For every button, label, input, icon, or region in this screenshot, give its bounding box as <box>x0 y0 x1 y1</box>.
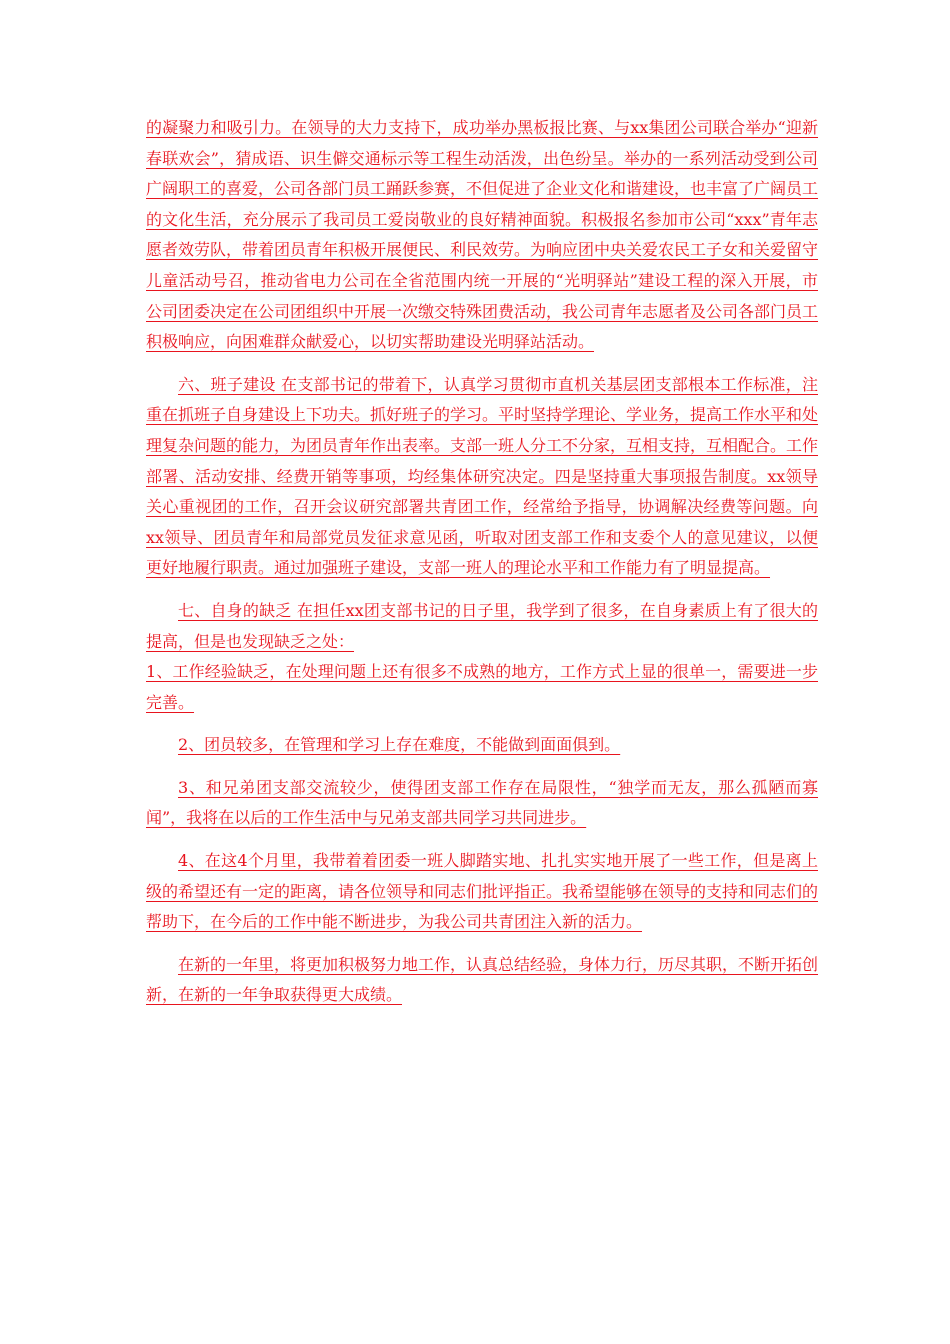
paragraph-text: 七、自身的缺乏 在担任xx团支部书记的日子里，我学到了很多，在自身素质上有了很大的提高，但是也发现缺乏之处： <box>146 600 818 651</box>
paragraph-text: 2、团员较多，在管理和学习上存在难度，不能做到面面俱到。 <box>178 735 621 755</box>
paragraph-text: 六、班子建设 在支部书记的带着下，认真学习贯彻市直机关基层团支部根本工作标准，注重在抓班子自身建设上下功夫。抓好班子的学习。平时坚持学理论、学业务，提高工作水平和处理复杂问题的能力，为团员青年作出表率。支部一班人分工不分家，互相支持，互相配合。工作部署、活动安排、经费开销等事项，均经集体研究决定。四是坚持重大事项报告制度。xx领导关心重视团的工作，召开会议研究部署共青团工作，经常给予指导，协调解决经费等问题。向xx领导、团员青年和局部党员发征求意见函，听取对团支部工作和支委个人的意见建议，以便更好地履行职责。通过加强班子建设，支部一班人的理论水平和工作能力有了明显提高。 <box>146 374 819 578</box>
paragraph-text: 1、工作经验缺乏，在处理问题上还有很多不成熟的地方，工作方式上显的很单一，需要进一步完善。 <box>146 662 818 712</box>
paragraph-item-3 <box>146 773 818 834</box>
paragraph-text: 4、在这4个月里，我带着着团委一班人脚踏实地、扎扎实实地开展了一些工作，但是离上级的希望还有一定的距离，请各位领导和同志们批评指正。我希望能够在领导的支持和同志们的帮助下，在今后的工作中能不断进步，为我公司共青团注入新的活力。 <box>146 851 819 932</box>
paragraph-item-1 <box>146 657 818 718</box>
paragraph-conclusion <box>146 950 818 1011</box>
paragraph-activities <box>146 113 818 358</box>
paragraph-item-2 <box>146 730 818 761</box>
paragraph-text: 的凝聚力和吸引力。在领导的大力支持下，成功举办黑板报比赛、与xx集团公司联合举办“迎新春联欢会”，猜成语、识生僻交通标示等工程生动活泼，出色纷呈。举办的一系列活动受到公司广阔职工的喜爱，公司各部门员工踊跃参赛，不但促进了企业文化和谐建设，也丰富了广阔员工的文化生活，充分展示了我司员工爱岗敬业的良好精神面貌。积极报名参加市公司“xxx”青年志愿者效劳队，带着团员青年积极开展便民、利民效劳。为响应团中央关爱农民工子女和关爱留守儿童活动号召，推动省电力公司在全省范围内统一开展的“光明驿站”建设工程的深入开展，市公司团委决定在公司团组织中开展一次缴交特殊团费活动，我公司青年志愿者及公司各部门员工积极响应，向困难群众献爱心，以切实帮助建设光明驿站活动。 <box>146 118 819 352</box>
paragraph-item-4 <box>146 846 818 938</box>
paragraph-text: 在新的一年里，将更加积极努力地工作，认真总结经验，身体力行，历尽其职，不断开拓创新，在新的一年争取获得更大成绩。 <box>146 954 819 1005</box>
paragraph-text: 3、和兄弟团支部交流较少，使得团支部工作存在局限性，“独学而无友，那么孤陋而寡闻”，我将在以后的工作生活中与兄弟支部共同学习共同进步。 <box>146 777 818 828</box>
paragraph-shortcomings-heading <box>146 596 818 657</box>
document-body <box>146 113 818 1023</box>
paragraph-team-building <box>146 370 818 584</box>
